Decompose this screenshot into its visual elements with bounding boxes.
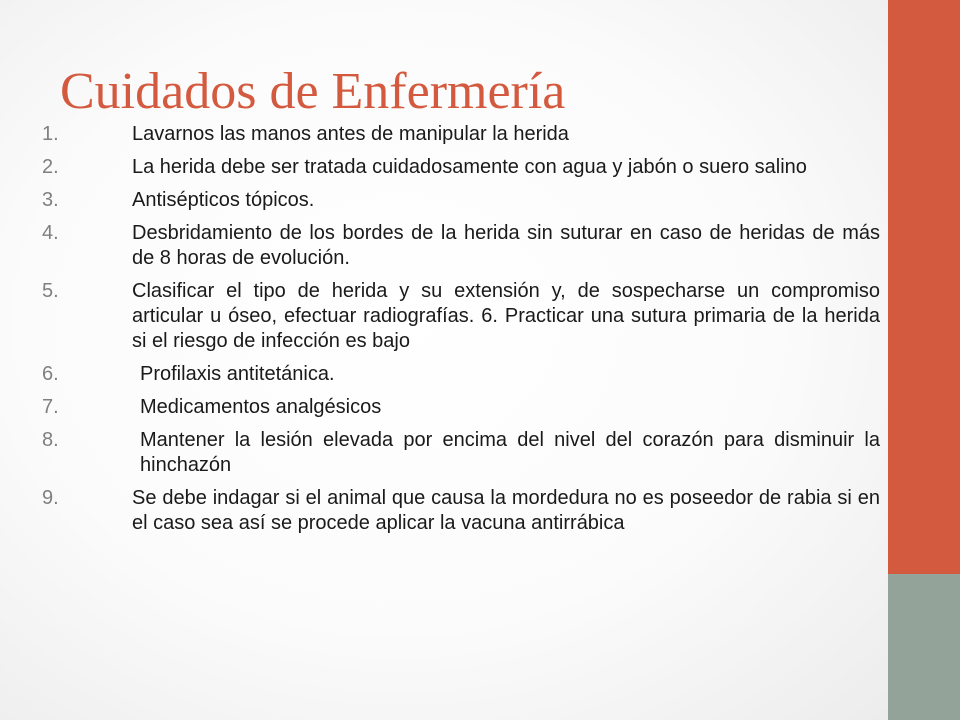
item-number: 6. (42, 363, 59, 385)
item-number: 4. (42, 222, 59, 244)
list-item (42, 188, 880, 213)
list-item (42, 279, 880, 354)
item-text: Se debe indagar si el animal que causa la mordedura no es poseedor de rabia si en el caso sea así se procede aplicar la vacuna antirrábica (132, 487, 880, 534)
item-text: Profilaxis antitetánica. (140, 363, 335, 385)
list-item (42, 122, 880, 147)
item-text: Lavarnos las manos antes de manipular la herida (132, 123, 569, 145)
item-text: Medicamentos analgésicos (140, 396, 382, 418)
item-number: 3. (42, 189, 59, 211)
list-item (42, 221, 880, 271)
list-item (42, 395, 880, 420)
item-text: Mantener la lesión elevada por encima del nivel del corazón para disminuir la hinchazón (140, 429, 880, 476)
item-number: 7. (42, 396, 59, 418)
list-item (42, 155, 880, 180)
nursing-care-list (42, 122, 880, 544)
secondary-side-bar (888, 574, 960, 720)
item-text: Desbridamiento de los bordes de la herida sin suturar en caso de heridas de más de 8 horas de evolución. (132, 222, 880, 269)
list-item (42, 428, 880, 478)
item-number: 5. (42, 280, 59, 302)
item-number: 9. (42, 487, 59, 509)
item-text: Clasificar el tipo de herida y su extensión y, de sospecharse un compromiso articular u óseo, efectuar radiografías. 6. Practicar una sutura primaria de la herida si el riesgo de infección es bajo (132, 280, 880, 352)
item-text: La herida debe ser tratada cuidadosamente con agua y jabón o suero salino (132, 156, 807, 178)
item-number: 1. (42, 123, 59, 145)
slide-title: Cuidados de Enfermería (60, 63, 566, 120)
accent-side-bar (888, 0, 960, 574)
list-item (42, 486, 880, 536)
list-item (42, 362, 880, 387)
item-number: 2. (42, 156, 59, 178)
item-text: Antisépticos tópicos. (132, 189, 315, 211)
item-number: 8. (42, 429, 59, 451)
